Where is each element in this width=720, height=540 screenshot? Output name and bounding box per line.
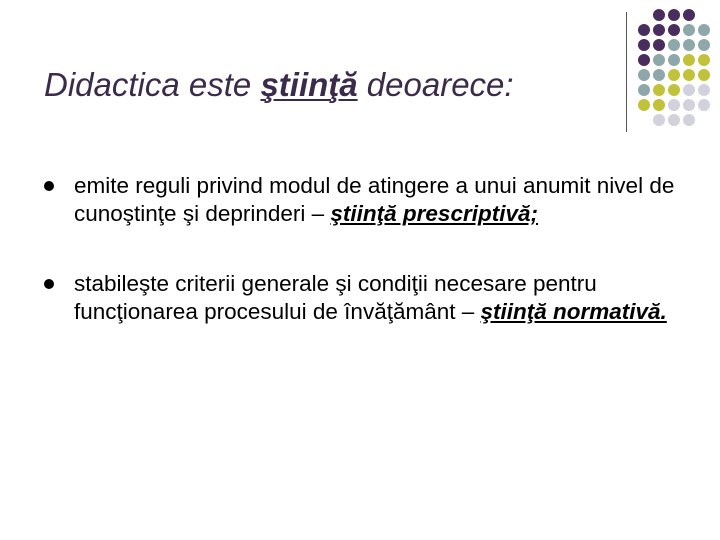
decorative-dot [653, 39, 665, 51]
decorative-dot [683, 84, 695, 96]
decorative-dot [683, 69, 695, 81]
decorative-dot [638, 39, 650, 51]
decorative-dot [638, 99, 650, 111]
decorative-dot [683, 114, 695, 126]
decorative-dot [638, 84, 650, 96]
decorative-dot [638, 24, 650, 36]
decorative-dot [668, 39, 680, 51]
decorative-dot [638, 114, 650, 126]
decorative-dot [653, 114, 665, 126]
bullet-text: stabileşte criterii generale şi condiţii necesare pentru funcţionarea procesului de învăţământ – [74, 271, 597, 324]
decorative-dot [653, 69, 665, 81]
decorative-dot [683, 24, 695, 36]
divider-line [626, 12, 627, 132]
decorative-dot [638, 9, 650, 21]
decorative-dot [683, 39, 695, 51]
decorative-dot [668, 69, 680, 81]
bullet-text: emite reguli privind modul de atingere a unui anumit nivel de cunoştinţe şi deprinderi – [74, 173, 675, 226]
bullet-term: ştiinţă normativă. [480, 299, 667, 324]
decorative-dot [638, 54, 650, 66]
decorative-dot [698, 24, 710, 36]
decorative-dot [683, 9, 695, 21]
bullet-item [44, 172, 704, 228]
decorative-dot [653, 54, 665, 66]
decorative-dot [668, 114, 680, 126]
decorative-dot [683, 54, 695, 66]
decorative-dot [668, 84, 680, 96]
decorative-dot [668, 54, 680, 66]
bullet-dot-icon [44, 181, 54, 191]
slide-title [44, 66, 514, 104]
decorative-dot [683, 99, 695, 111]
decorative-dot [698, 99, 710, 111]
decorative-dot [653, 84, 665, 96]
decorative-dot [668, 9, 680, 21]
decorative-dot [698, 69, 710, 81]
decorative-dot [653, 24, 665, 36]
decorative-dot [668, 24, 680, 36]
decorative-dot [698, 84, 710, 96]
bullet-item [44, 270, 704, 326]
decorative-dot [698, 9, 710, 21]
decorative-dot [698, 54, 710, 66]
decorative-dot [653, 9, 665, 21]
bullet-term: ştiinţă prescriptivă; [330, 201, 538, 226]
bullet-list [44, 172, 704, 368]
decorative-dot [698, 114, 710, 126]
title-suffix: deoarece: [357, 66, 514, 103]
title-emphasis: ştiinţă [260, 66, 358, 103]
decorative-dot [638, 69, 650, 81]
decorative-dot [668, 99, 680, 111]
bullet-dot-icon [44, 279, 54, 289]
decorative-dot [698, 39, 710, 51]
title-prefix: Didactica este [44, 66, 261, 103]
decorative-dot [653, 99, 665, 111]
decorative-dot-grid [638, 9, 713, 129]
